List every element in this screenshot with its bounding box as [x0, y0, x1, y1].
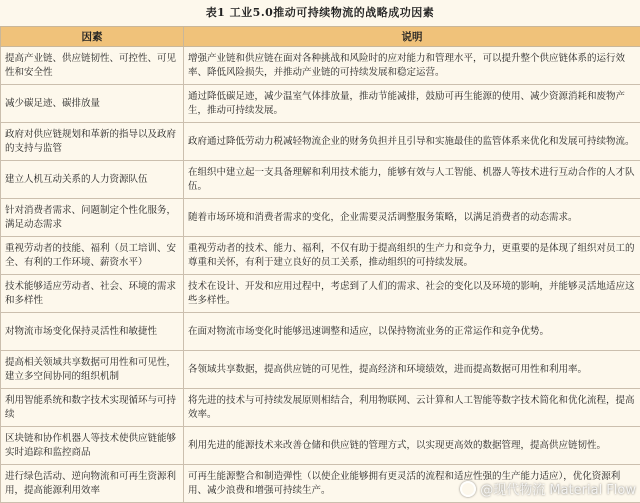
table-row [1, 389, 640, 427]
watermark [460, 479, 636, 498]
factor-cell: 减少碳足迹、碳排放量 [1, 85, 184, 123]
table-row [1, 161, 640, 199]
description-cell: 各领域共享数据，提高供应链的可见性，提高经济和环境绩效，进而提高数据可用性和利用率。 [184, 351, 640, 389]
table-row [1, 351, 640, 389]
factor-cell: 利用智能系统和数字技术实现循环与可持续 [1, 389, 184, 427]
table-row [1, 237, 640, 275]
table-row [1, 199, 640, 237]
description-cell: 在组织中建立起一支具备理解和利用技术能力，能够有效与人工智能、机器人等技术进行互动合作的人才队伍。 [184, 161, 640, 199]
factor-cell: 区块链和协作机器人等技术使供应链能够实时追踪和监控商品 [1, 427, 184, 465]
factor-cell: 建立人机互动关系的人力资源队伍 [1, 161, 184, 199]
description-cell: 将先进的技术与可持续发展原则相结合，利用物联网、云计算和人工智能等数字技术简化和优化流程，提高效率。 [184, 389, 640, 427]
factor-cell: 重视劳动者的技能、福利（员工培训、安全、有利的工作环境、薪资水平） [1, 237, 184, 275]
weibo-logo-icon [460, 481, 476, 497]
table-row [1, 427, 640, 465]
description-cell: 在面对物流市场变化时能够迅速调整和适应，以保持物流业务的正常运作和竞争优势。 [184, 313, 640, 351]
description-cell: 可再生能源整合和制造弹性（以使企业能够拥有更灵活的流程和适应性强的生产能力适应），优化资源利用、减少浪费和增强可持续生产。 [184, 465, 640, 503]
header-description: 说明 [184, 27, 640, 47]
factor-cell: 政府对供应链规划和革新的指导以及政府的支持与监管 [1, 123, 184, 161]
description-cell: 利用先进的能源技术来改善仓储和供应链的管理方式，以实现更高效的数据管理，提高供应链韧性。 [184, 427, 640, 465]
table-row [1, 85, 640, 123]
watermark-text: @现代物流 Material Flow [480, 479, 636, 498]
description-cell: 政府通过降低劳动力税减轻物流企业的财务负担并且引导和实施最佳的监管体系来优化和发展可持续物流。 [184, 123, 640, 161]
description-cell: 技术在设计、开发和应用过程中，考虑到了人们的需求、社会的变化以及环境的影响，并能够灵活地适应这些多样性。 [184, 275, 640, 313]
factor-cell: 提高产业链、供应链韧性、可控性、可见性和安全性 [1, 47, 184, 85]
description-cell: 随着市场环境和消费者需求的变化，企业需要灵活调整服务策略，以满足消费者的动态需求。 [184, 199, 640, 237]
factor-cell: 技术能够适应劳动者、社会、环境的需求和多样性 [1, 275, 184, 313]
table-row [1, 47, 640, 85]
success-factors-table [0, 26, 640, 503]
table-row [1, 123, 640, 161]
factor-cell: 针对消费者需求、问题制定个性化服务，满足动态需求 [1, 199, 184, 237]
table-title: 表1 工业5.0推动可持续物流的战略成功因素 [0, 0, 640, 26]
description-cell: 增强产业链和供应链在面对各种挑战和风险时的应对能力和管理水平，可以提升整个供应链体系的运行效率、降低风险损失，并推动产业链的可持续发展和稳定运营。 [184, 47, 640, 85]
description-cell: 重视劳动者的技术、能力、福利，不仅有助于提高组织的生产力和竞争力，更重要的是体现了组织对员工的尊重和关怀，有利于建立良好的员工关系，推动组织的可持续发展。 [184, 237, 640, 275]
table-row [1, 275, 640, 313]
header-factor: 因素 [1, 27, 184, 47]
factor-cell: 进行绿色活动、逆向物流和可再生资源利用，提高能源利用效率 [1, 465, 184, 503]
factor-cell: 对物流市场变化保持灵活性和敏捷性 [1, 313, 184, 351]
table-row [1, 313, 640, 351]
description-cell: 通过降低碳足迹，减少温室气体排放量，推动节能减排，鼓励可再生能源的使用、减少资源消耗和废物产生，推动可持续发展。 [184, 85, 640, 123]
factor-cell: 提高相关领域共享数据可用性和可见性，建立多空间协同的组织机制 [1, 351, 184, 389]
table-header-row [1, 27, 640, 47]
